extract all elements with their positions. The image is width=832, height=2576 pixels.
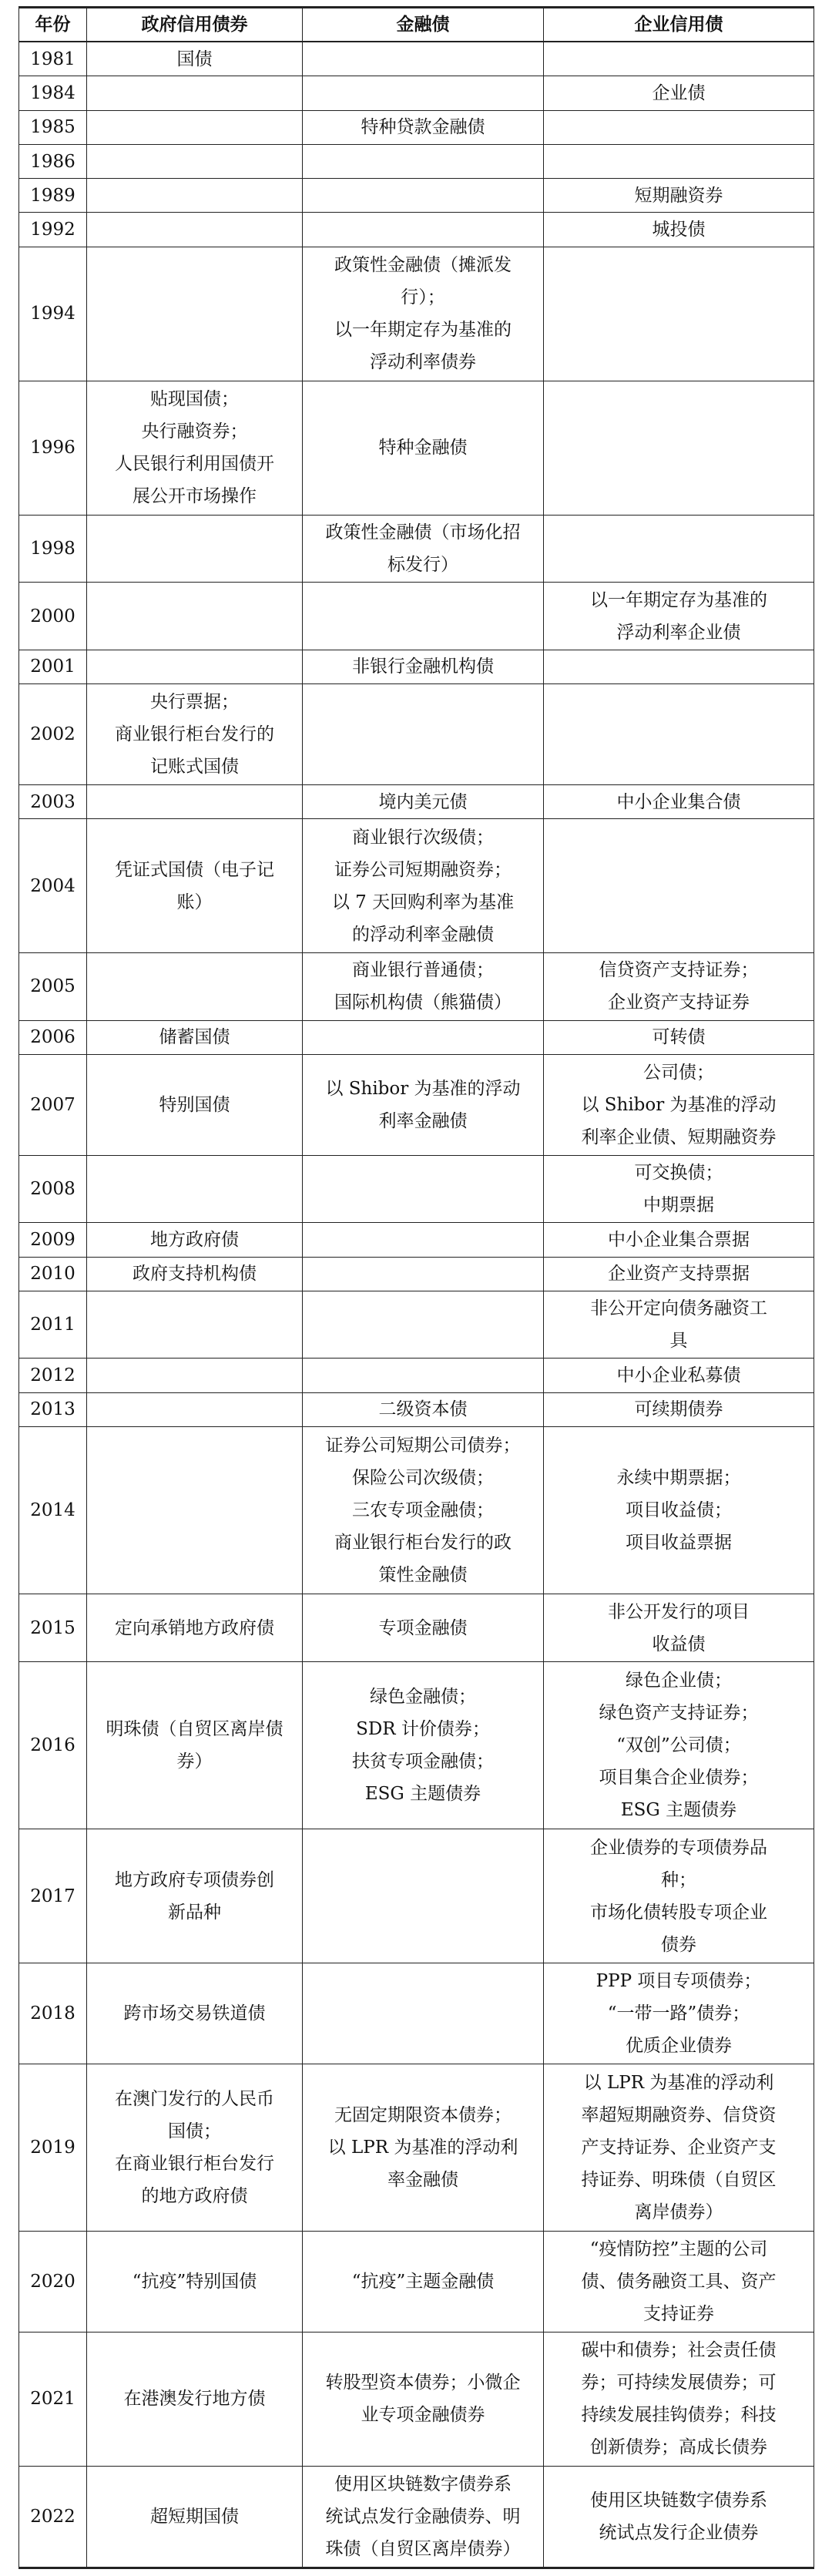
year-cell <box>19 42 87 76</box>
financial-bond-cell <box>303 2466 544 2568</box>
year-cell <box>19 515 87 583</box>
year-cell <box>19 1829 87 1963</box>
financial-bond-cell <box>303 515 544 583</box>
financial-bond-cell <box>303 76 544 110</box>
cell-text: 1992 <box>30 220 75 240</box>
cell-text: 在港澳发行地方债 <box>123 2389 266 2410</box>
cell-text: 绿色企业债； 绿色资产支持证券； “双创”公司债； 项目集合企业债券； ESG 主题债券 <box>599 1670 759 1820</box>
cell-text: 绿色金融债； SDR 计价债券； 扶贫专项金融债； ESG 主题债券 <box>352 1686 494 1804</box>
cell-text: 2017 <box>30 1886 75 1906</box>
year-cell <box>19 2466 87 2568</box>
corporate-credit-cell <box>544 1594 814 1662</box>
table-row <box>19 1020 814 1054</box>
table-row <box>19 1291 814 1359</box>
cell-text: 2014 <box>30 1500 75 1521</box>
table-row <box>19 784 814 818</box>
table-row <box>19 1392 814 1426</box>
financial-bond-cell <box>303 213 544 247</box>
table-row <box>19 42 814 76</box>
cell-text: “疫情防控”主题的公司 债、债务融资工具、资产 支持证券 <box>581 2239 777 2325</box>
government-credit-cell <box>87 1020 303 1054</box>
financial-bond-cell <box>303 784 544 818</box>
cell-text: 2002 <box>30 724 75 744</box>
government-credit-cell <box>87 179 303 213</box>
year-cell <box>19 247 87 381</box>
corporate-credit-cell <box>544 179 814 213</box>
year-cell <box>19 2332 87 2466</box>
financial-bond-cell <box>303 650 544 683</box>
cell-text: 1984 <box>30 82 75 103</box>
cell-text: 中小企业集合债 <box>616 791 741 812</box>
year-cell <box>19 2232 87 2333</box>
cell-text: 政策性金融债（市场化招 标发行） <box>325 522 521 576</box>
cell-text: 2015 <box>30 1617 75 1638</box>
government-credit-cell <box>87 42 303 76</box>
corporate-credit-cell <box>544 784 814 818</box>
government-credit-cell <box>87 1963 303 2064</box>
year-cell <box>19 1661 87 1829</box>
corporate-credit-cell <box>544 144 814 178</box>
financial-bond-cell <box>303 247 544 381</box>
year-cell <box>19 179 87 213</box>
year-cell <box>19 819 87 953</box>
financial-bond-cell <box>303 1963 544 2064</box>
cell-text: 信贷资产支持证券； 企业资产支持证券 <box>599 960 759 1013</box>
financial-bond-cell <box>303 1392 544 1426</box>
cell-text: 2018 <box>30 2003 75 2024</box>
table-row <box>19 144 814 178</box>
corporate-credit-cell <box>544 1661 814 1829</box>
corporate-credit-cell <box>544 2232 814 2333</box>
year-cell <box>19 1155 87 1223</box>
financial-bond-cell <box>303 2064 544 2231</box>
table-row <box>19 1829 814 1963</box>
cell-text: 非公开发行的项目 收益债 <box>608 1601 750 1654</box>
government-credit-cell <box>87 2466 303 2568</box>
cell-text: 地方政府专项债券创 新品种 <box>115 1869 274 1923</box>
government-credit-cell <box>87 1829 303 1963</box>
cell-text: 国债 <box>176 49 213 69</box>
year-cell <box>19 953 87 1021</box>
financial-bond-cell <box>303 819 544 953</box>
cell-text: 2009 <box>30 1229 75 1250</box>
cell-text: 二级资本债 <box>378 1399 468 1420</box>
cell-text: 2003 <box>30 791 75 812</box>
corporate-credit-cell <box>544 2064 814 2231</box>
financial-bond-cell <box>303 1055 544 1156</box>
cell-text: 2008 <box>30 1179 75 1200</box>
year-cell <box>19 1055 87 1156</box>
table-row <box>19 819 814 953</box>
cell-text: PPP 项目专项债券； “一带一路”债券； 优质企业债券 <box>595 1971 762 2056</box>
corporate-credit-cell <box>544 1257 814 1291</box>
year-cell <box>19 684 87 785</box>
corporate-credit-cell <box>544 76 814 110</box>
corporate-credit-cell <box>544 1020 814 1054</box>
government-credit-cell <box>87 1257 303 1291</box>
table-row <box>19 381 814 515</box>
table-row <box>19 1963 814 2064</box>
government-credit-cell <box>87 819 303 953</box>
cell-text: 超短期国债 <box>150 2506 239 2527</box>
financial-bond-cell <box>303 381 544 515</box>
financial-bond-cell <box>303 42 544 76</box>
cell-text: 特种金融债 <box>378 438 468 458</box>
financial-bond-cell <box>303 110 544 144</box>
financial-bond-cell <box>303 144 544 178</box>
corporate-credit-cell <box>544 583 814 650</box>
cell-text: 企业资产支持票据 <box>608 1264 750 1285</box>
corporate-credit-cell <box>544 819 814 953</box>
cell-text: 2004 <box>30 875 75 896</box>
year-cell <box>19 1257 87 1291</box>
year-cell <box>19 1291 87 1359</box>
government-credit-cell <box>87 1223 303 1257</box>
financial-bond-cell <box>303 1359 544 1392</box>
table-row <box>19 515 814 583</box>
cell-text: 2019 <box>30 2138 75 2158</box>
cell-text: “抗疫”主题金融债 <box>351 2272 495 2292</box>
cell-text: 企业债 <box>652 82 706 103</box>
cell-text: 地方政府债 <box>150 1229 239 1250</box>
government-credit-cell <box>87 583 303 650</box>
cell-text: 2020 <box>30 2272 75 2292</box>
government-credit-cell <box>87 1055 303 1156</box>
corporate-credit-cell <box>544 2466 814 2568</box>
cell-text: 使用区块链数字债券系 统试点发行金融债券、明 珠债（自贸区离岸债券） <box>325 2474 521 2559</box>
corporate-credit-cell <box>544 42 814 76</box>
year-cell <box>19 213 87 247</box>
financial-bond-cell <box>303 1291 544 1359</box>
table-row <box>19 2232 814 2333</box>
cell-text: 1981 <box>30 49 75 69</box>
government-credit-cell <box>87 247 303 381</box>
year-cell <box>19 381 87 515</box>
corporate-credit-cell <box>544 110 814 144</box>
corporate-credit-cell <box>544 2332 814 2466</box>
table-row <box>19 1055 814 1156</box>
header-year: 年份 <box>19 8 87 42</box>
corporate-credit-cell <box>544 1359 814 1392</box>
cell-text: 1989 <box>30 185 75 206</box>
government-credit-cell <box>87 515 303 583</box>
government-credit-cell <box>87 1392 303 1426</box>
table-row <box>19 2466 814 2568</box>
corporate-credit-cell <box>544 515 814 583</box>
cell-text: 2001 <box>30 657 75 677</box>
year-cell <box>19 1963 87 2064</box>
cell-text: 以 Shibor 为基准的浮动 利率金融债 <box>325 1078 521 1131</box>
cell-text: 贴现国债； 央行融资券； 人民银行利用国债开 展公开市场操作 <box>115 389 274 507</box>
year-cell <box>19 1223 87 1257</box>
cell-text: 碳中和债券；社会责任债 券；可持续发展债券；可 持续发展挂钩债券；科技 创新债券；高成长债券 <box>581 2340 777 2458</box>
year-cell <box>19 583 87 650</box>
government-credit-cell <box>87 650 303 683</box>
government-credit-cell <box>87 1155 303 1223</box>
government-credit-cell <box>87 76 303 110</box>
cell-text: 无固定期限资本债券； 以 LPR 为基准的浮动利 率金融债 <box>327 2105 518 2191</box>
government-credit-cell <box>87 381 303 515</box>
table-row <box>19 1359 814 1392</box>
government-credit-cell <box>87 110 303 144</box>
year-cell <box>19 1359 87 1392</box>
cell-text: 企业债券的专项债券品 种； 市场化债转股专项企业 债券 <box>590 1837 767 1955</box>
cell-text: 城投债 <box>652 220 706 240</box>
table-row <box>19 76 814 110</box>
corporate-credit-cell <box>544 1155 814 1223</box>
year-cell <box>19 650 87 683</box>
financial-bond-cell <box>303 1223 544 1257</box>
corporate-credit-cell <box>544 1392 814 1426</box>
cell-text: 1996 <box>30 438 75 458</box>
table-body <box>19 42 814 2568</box>
cell-text: 2013 <box>30 1399 75 1420</box>
cell-text: 中小企业私募债 <box>616 1365 741 1386</box>
cell-text: 1985 <box>30 117 75 138</box>
government-credit-cell <box>87 1291 303 1359</box>
financial-bond-cell <box>303 2232 544 2333</box>
table-row <box>19 110 814 144</box>
financial-bond-cell <box>303 1829 544 1963</box>
cell-text: 可续期债券 <box>634 1399 723 1420</box>
table-row <box>19 1661 814 1829</box>
table-row <box>19 1594 814 1662</box>
financial-bond-cell <box>303 1020 544 1054</box>
table-row <box>19 179 814 213</box>
cell-text: 2011 <box>30 1315 75 1335</box>
table-header <box>19 8 814 42</box>
table-row <box>19 1426 814 1594</box>
year-cell <box>19 1020 87 1054</box>
cell-text: 以 LPR 为基准的浮动利 率超短期融资券、信贷资 产支持证券、企业资产支 持证券、明珠债（自贸区 离岸债券） <box>581 2073 777 2223</box>
cell-text: 跨市场交易铁道债 <box>123 2003 266 2024</box>
corporate-credit-cell <box>544 1055 814 1156</box>
financial-bond-cell <box>303 684 544 785</box>
corporate-credit-cell <box>544 381 814 515</box>
year-cell <box>19 784 87 818</box>
header-corporate-credit-bonds: 企业信用债 <box>544 8 814 42</box>
cell-text: 2010 <box>30 1264 75 1285</box>
corporate-credit-cell <box>544 1291 814 1359</box>
cell-text: 1986 <box>30 151 75 172</box>
cell-text: 在澳门发行的人民币 国债； 在商业银行柜台发行 的地方政府债 <box>115 2089 274 2207</box>
cell-text: 商业银行普通债； 国际机构债（熊猫债） <box>334 960 512 1013</box>
corporate-credit-cell <box>544 650 814 683</box>
cell-text: 2012 <box>30 1365 75 1386</box>
year-cell <box>19 1594 87 1662</box>
cell-text: 永续中期票据； 项目收益债； 项目收益票据 <box>616 1468 741 1553</box>
cell-text: 央行票据； 商业银行柜台发行的 记账式国债 <box>115 692 274 777</box>
cell-text: 专项金融债 <box>378 1617 468 1638</box>
cell-text: 中小企业集合票据 <box>608 1229 750 1250</box>
header-financial-bonds: 金融债 <box>303 8 544 42</box>
cell-text: 政策性金融债（摊派发 行）； 以一年期定存为基准的 浮动利率债券 <box>334 255 512 373</box>
bond-innovation-table <box>18 6 814 2569</box>
cell-text: 2016 <box>30 1735 75 1755</box>
government-credit-cell <box>87 2332 303 2466</box>
corporate-credit-cell <box>544 1223 814 1257</box>
financial-bond-cell <box>303 1257 544 1291</box>
cell-text: 特种贷款金融债 <box>361 117 485 138</box>
cell-text: 证券公司短期公司债券； 保险公司次级债； 三农专项金融债； 商业银行柜台发行的政 策性金融债 <box>325 1436 521 1586</box>
table-row <box>19 1257 814 1291</box>
year-cell <box>19 110 87 144</box>
cell-text: 2006 <box>30 1027 75 1048</box>
financial-bond-cell <box>303 2332 544 2466</box>
table-row <box>19 2064 814 2231</box>
corporate-credit-cell <box>544 684 814 785</box>
financial-bond-cell <box>303 953 544 1021</box>
cell-text: 非银行金融机构债 <box>352 657 494 677</box>
cell-text: 2022 <box>30 2506 75 2527</box>
cell-text: 1994 <box>30 304 75 324</box>
corporate-credit-cell <box>544 1963 814 2064</box>
cell-text: 储蓄国债 <box>159 1027 230 1048</box>
government-credit-cell <box>87 213 303 247</box>
cell-text: 商业银行次级债； 证券公司短期融资券； 以 7 天回购利率为基准 的浮动利率金融债 <box>331 827 515 945</box>
table-row <box>19 953 814 1021</box>
financial-bond-cell <box>303 1426 544 1594</box>
cell-text: 境内美元债 <box>378 791 468 812</box>
cell-text: 明珠债（自贸区离岸债 券） <box>106 1718 283 1772</box>
government-credit-cell <box>87 1426 303 1594</box>
financial-bond-cell <box>303 1155 544 1223</box>
cell-text: 政府支持机构债 <box>133 1264 257 1285</box>
year-cell <box>19 144 87 178</box>
cell-text: 转股型资本债券；小微企 业专项金融债券 <box>325 2373 521 2426</box>
cell-text: 定向承销地方政府债 <box>115 1617 274 1638</box>
year-cell <box>19 76 87 110</box>
table-row <box>19 213 814 247</box>
financial-bond-cell <box>303 583 544 650</box>
year-cell <box>19 1426 87 1594</box>
government-credit-cell <box>87 1594 303 1662</box>
corporate-credit-cell <box>544 213 814 247</box>
cell-text: 以一年期定存为基准的 浮动利率企业债 <box>590 589 767 643</box>
corporate-credit-cell <box>544 953 814 1021</box>
cell-text: 2005 <box>30 976 75 997</box>
table-row <box>19 1223 814 1257</box>
government-credit-cell <box>87 1359 303 1392</box>
cell-text: 2000 <box>30 606 75 626</box>
cell-text: 1998 <box>30 539 75 559</box>
table-row <box>19 1155 814 1223</box>
cell-text: 非公开定向债务融资工 具 <box>590 1298 767 1352</box>
table-row <box>19 650 814 683</box>
government-credit-cell <box>87 953 303 1021</box>
government-credit-cell <box>87 784 303 818</box>
cell-text: 可交换债； 中期票据 <box>634 1163 723 1216</box>
cell-text: “抗疫”特别国债 <box>132 2272 257 2292</box>
table-row <box>19 583 814 650</box>
financial-bond-cell <box>303 1594 544 1662</box>
cell-text: 特别国债 <box>159 1094 230 1115</box>
government-credit-cell <box>87 2064 303 2231</box>
cell-text: 2021 <box>30 2389 75 2410</box>
cell-text: 短期融资券 <box>634 185 723 206</box>
cell-text: 可转债 <box>652 1027 706 1048</box>
government-credit-cell <box>87 2232 303 2333</box>
government-credit-cell <box>87 684 303 785</box>
corporate-credit-cell <box>544 1426 814 1594</box>
table-row <box>19 684 814 785</box>
cell-text: 公司债； 以 Shibor 为基准的浮动 利率企业债、短期融资券 <box>581 1062 777 1147</box>
government-credit-cell <box>87 1661 303 1829</box>
cell-text: 凭证式国债（电子记 账） <box>115 859 274 912</box>
table-row <box>19 2332 814 2466</box>
financial-bond-cell <box>303 179 544 213</box>
corporate-credit-cell <box>544 247 814 381</box>
cell-text: 2007 <box>30 1094 75 1115</box>
header-government-credit-bonds: 政府信用债券 <box>87 8 303 42</box>
government-credit-cell <box>87 144 303 178</box>
financial-bond-cell <box>303 1661 544 1829</box>
cell-text: 使用区块链数字债券系 统试点发行企业债券 <box>590 2490 767 2543</box>
table-row <box>19 247 814 381</box>
corporate-credit-cell <box>544 1829 814 1963</box>
year-cell <box>19 1392 87 1426</box>
year-cell <box>19 2064 87 2231</box>
